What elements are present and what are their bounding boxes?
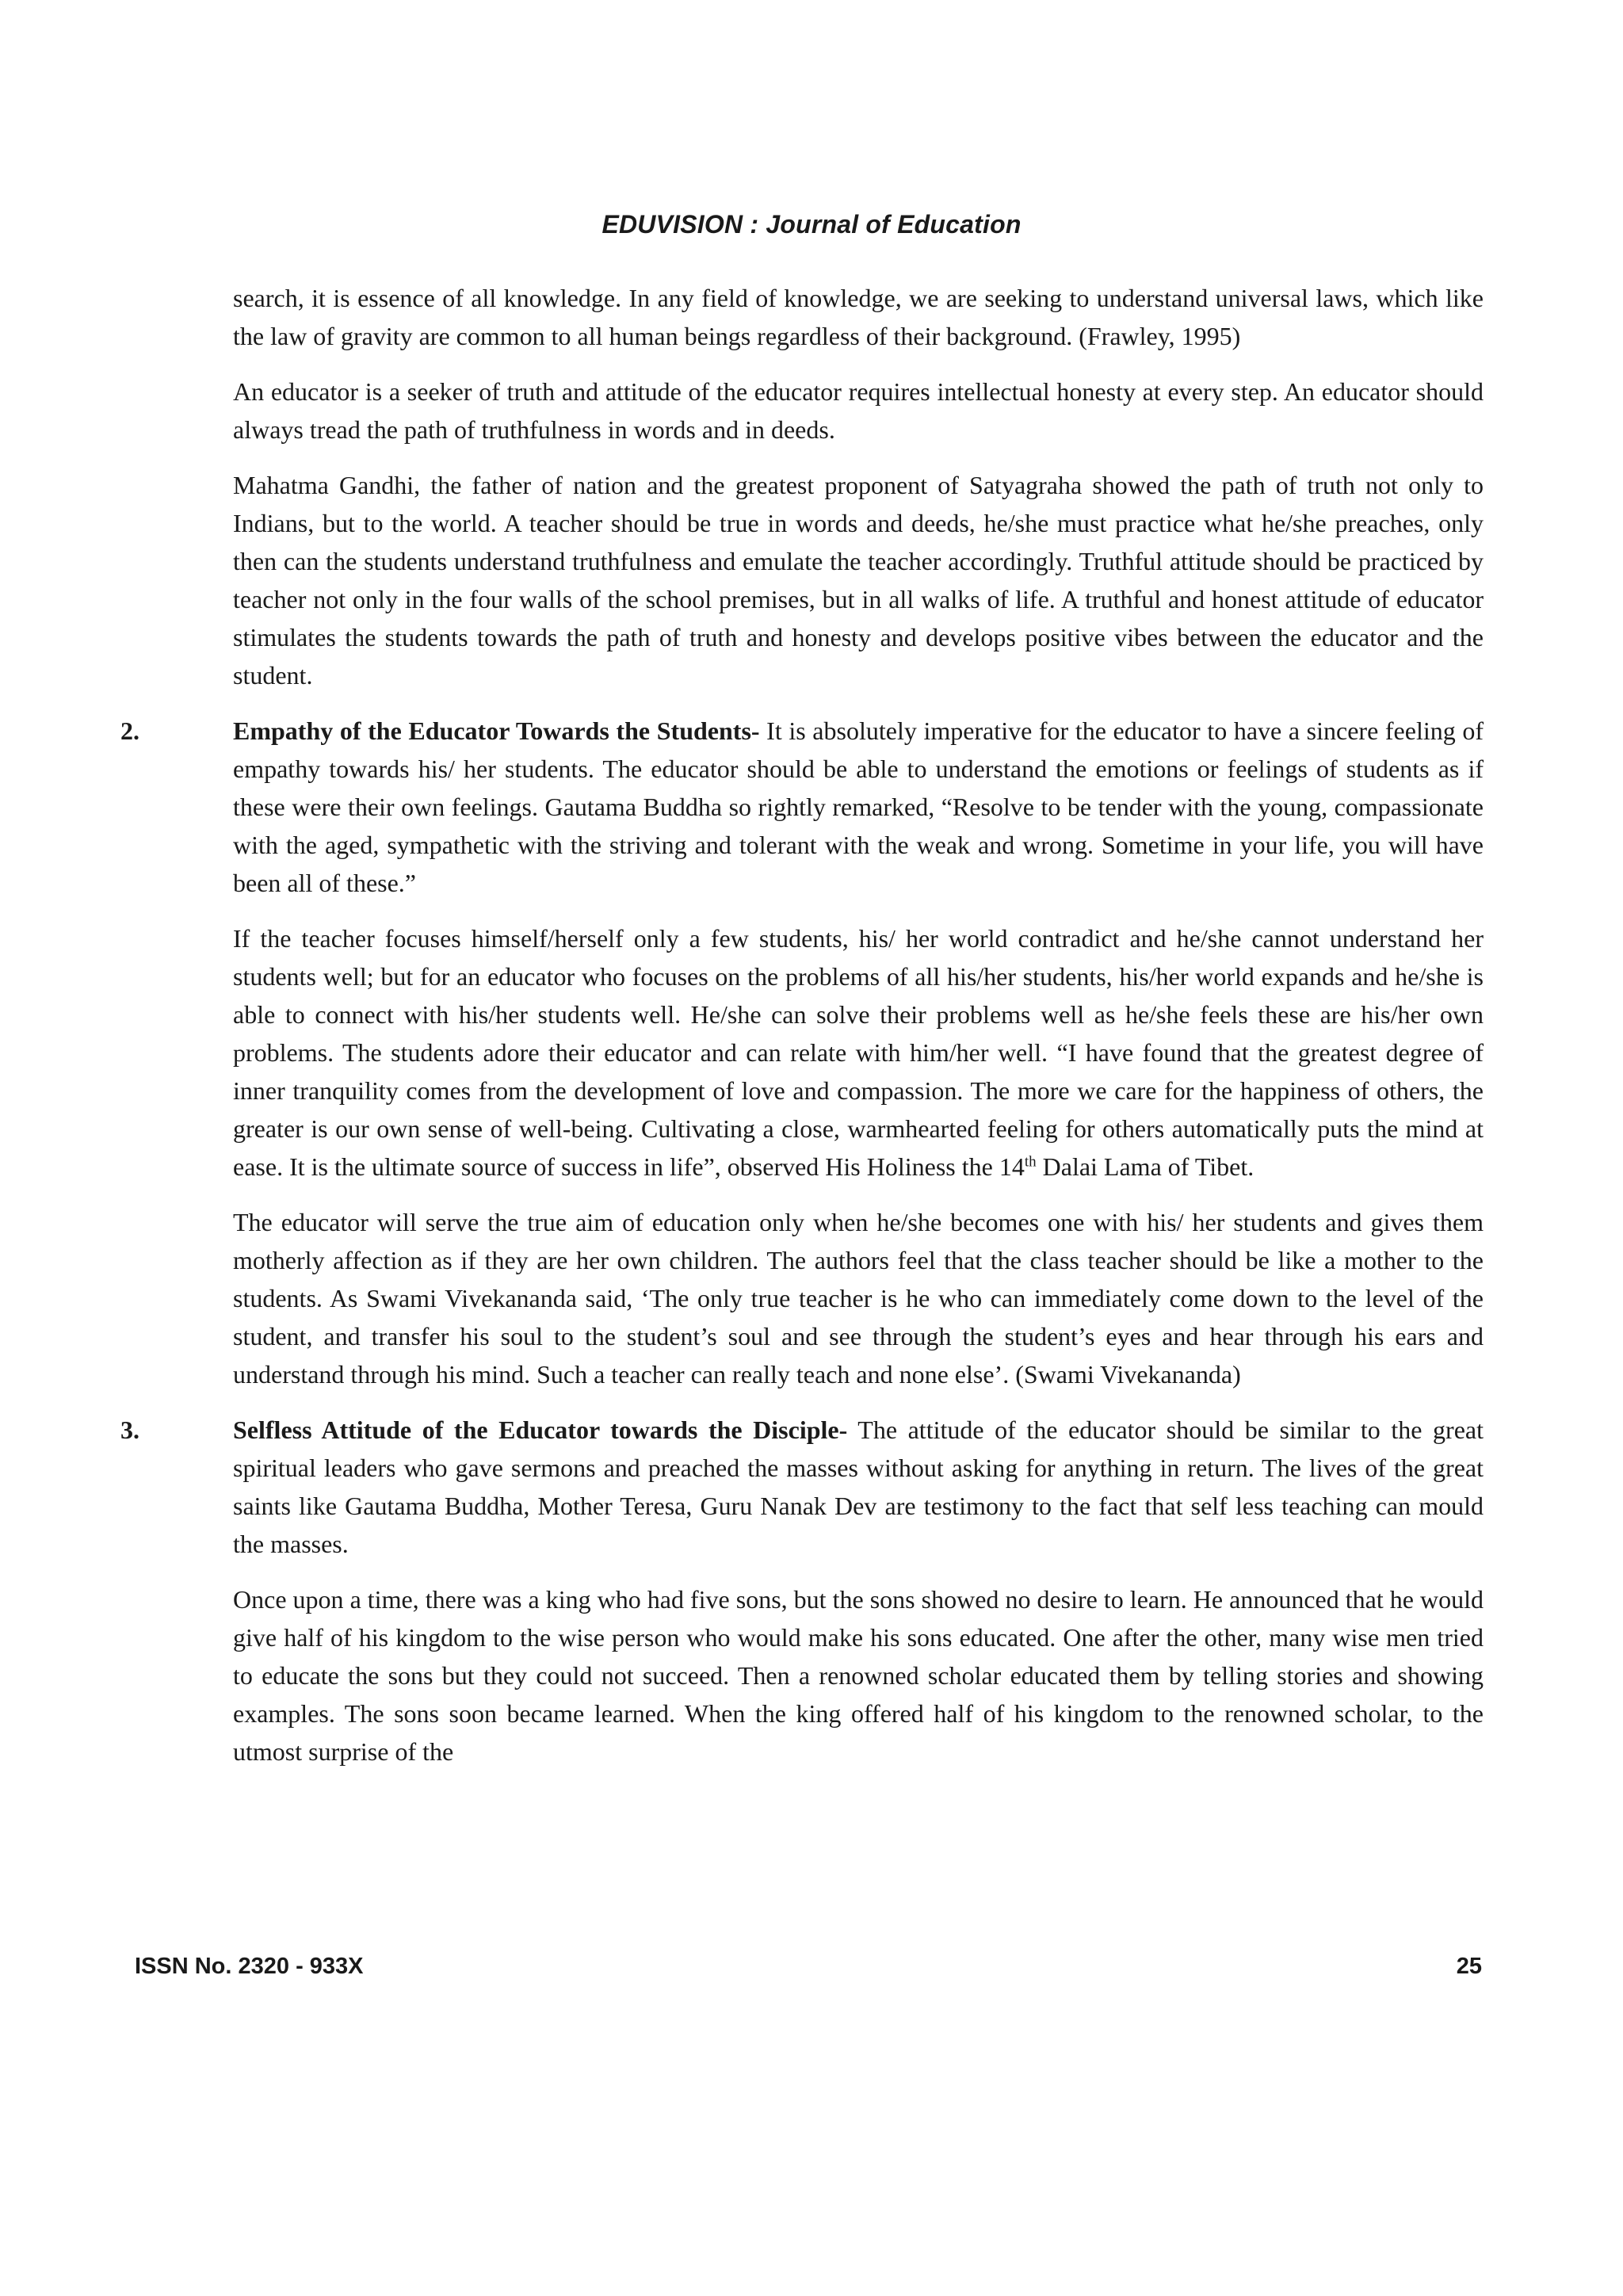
journal-subtitle: Journal of Education xyxy=(766,210,1022,239)
item-text: The attitude of the educator should be similar to the great spiritual leaders who gave sermons and preached the masses without asking for anything in return. The lives of the great saints like Gautama Buddha, Mother Teresa, Guru Nanak Dev are testimony to the fact that self less teaching can mould the masses. xyxy=(233,1415,1484,1558)
item-number: 3. xyxy=(120,1415,139,1444)
numbered-item-3 xyxy=(120,1411,1484,1771)
item-number: 2. xyxy=(120,716,139,745)
paragraph: The educator will serve the true aim of education only when he/she becomes one with his/ her students and gives them motherly affection as if they are her own children. The authors feel that the class teacher should be like a mother to the students. As Swami Vivekananda said, ‘The only true teacher is he who can immediately come down to the level of the student, and transfer his soul to the student’s soul and see through the student’s eyes and hear through his ears and understand through his mind. Such a teacher can really teach and none else’. (Swami Vivekananda) xyxy=(233,1208,1484,1389)
footer-issn: ISSN No. 2320 - 933X xyxy=(135,1954,364,1979)
item-paragraph xyxy=(233,712,1484,902)
paragraph: Mahatma Gandhi, the father of nation and the greatest proponent of Satyagraha showed the path of truth not only to Indians, but to the world. A teacher should be true in words and deeds, he/she must practice what he/she preaches, only then can the students understand truthfulness and emulate the teacher accordingly. Truthful attitude should be practiced by teacher not only in the four walls of the school premises, but in all walks of life. A truthful and honest attitude of educator stimulates the students towards the path of truth and honesty and develops positive vibes between the educator and the student. xyxy=(233,471,1484,690)
item-heading: Selfless Attitude of the Educator towards the Disciple- xyxy=(233,1415,848,1444)
paragraph: search, it is essence of all knowledge. In any field of knowledge, we are seeking to understand universal laws, which like the law of gravity are common to all human beings regardless of their background. (Frawley, 1995) xyxy=(233,284,1484,350)
paragraph: Once upon a time, there was a king who had five sons, but the sons showed no desire to learn. He announced that he would give half of his kingdom to the wise person who would make his sons educated. One after the other, many wise men tried to educate the sons but they could not succeed. Then a renowned scholar educated them by telling stories and showing examples. The sons soon became learned. When the king offered half of his kingdom to the renowned scholar, to the utmost surprise of the xyxy=(233,1585,1484,1766)
journal-name: EDUVISION xyxy=(601,210,743,239)
item-heading: Empathy of the Educator Towards the Students- xyxy=(233,716,760,745)
item-text: It is absolutely imperative for the educator to have a sincere feeling of empathy towards his/ her students. The educator should be able to understand the emotions or feelings of students as if these were their own feelings. Gautama Buddha so rightly remarked, “Resolve to be tender with the young, compassionate with the aged, sympathetic with the striving and tolerant with the weak and wrong. Sometime in your life, you will have been all of these.” xyxy=(233,716,1484,897)
article-body xyxy=(120,279,1484,1788)
item-paragraph xyxy=(233,1411,1484,1563)
numbered-item-2 xyxy=(120,712,1484,1393)
paragraph: An educator is a seeker of truth and attitude of the educator requires intellectual honesty at every step. An educator should always tread the path of truthfulness in words and in deeds. xyxy=(233,377,1484,444)
running-header: EDUVISION : Journal of Education xyxy=(601,210,1022,239)
superscript: th xyxy=(1024,1153,1037,1171)
page-number: 25 xyxy=(1456,1954,1482,1979)
paragraph: If the teacher focuses himself/herself only a few students, his/ her world contradict and he/she cannot understand her students well; but for an educator who focuses on the problems of all his/her students, his/her world expands and he/she is able to connect with his/her students well. He/she can solve their problems well as he/she feels these are his/her own problems. The students adore their educator and can relate with him/her well. “I have found that the greatest degree of inner tranquility comes from the development of love and compassion. The more we care for the happiness of others, the greater is our own sense of well-being. Cultivating a close, warmhearted feeling for others automatically puts the mind at ease. It is the ultimate source of success in life”, observed His Holiness the 14th Dalai Lama of Tibet. xyxy=(233,924,1484,1181)
